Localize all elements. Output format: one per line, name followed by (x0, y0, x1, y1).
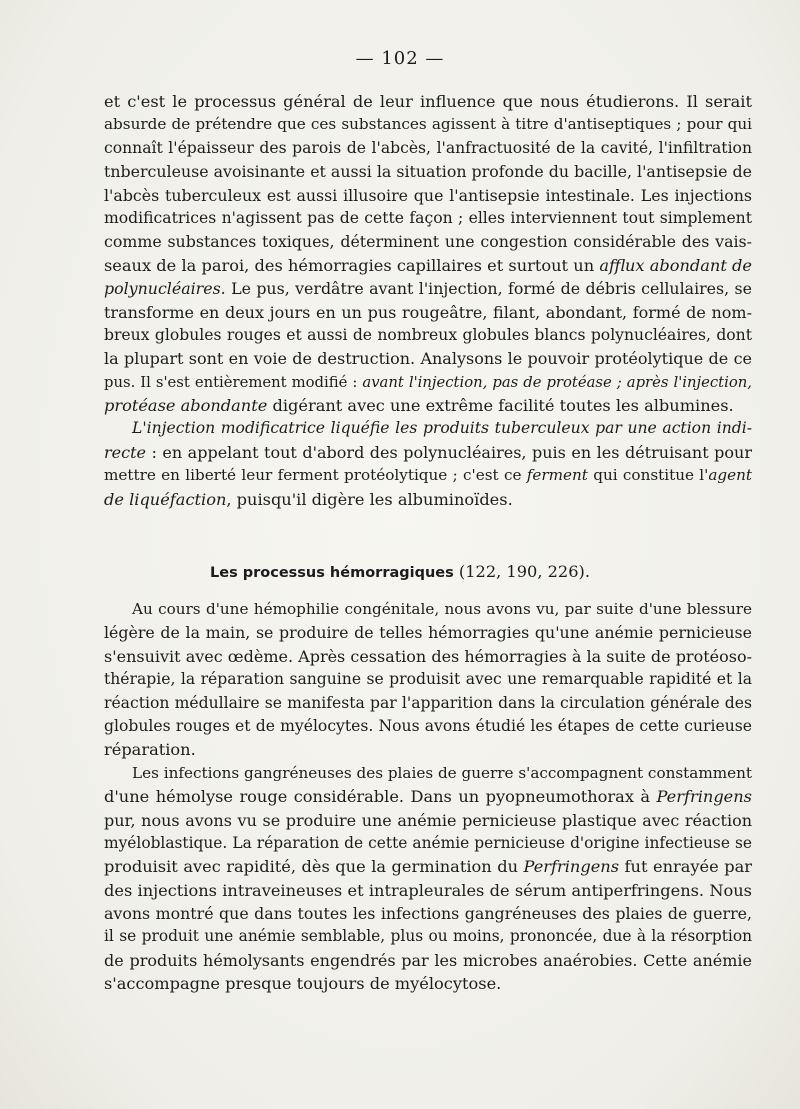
text-span: qui constitue l' (587, 466, 709, 485)
paragraph-4 (104, 762, 752, 996)
text-line: il se produit une anémie semblable, plus ou moins, prononcée, due à la résorption (104, 927, 752, 946)
text-span: pus. Il s'est entièrement modifié : (104, 373, 363, 391)
text-line: transforme en deux jours en un pus rougeâtre, filant, abondant, formé de nom- (104, 302, 752, 322)
text-line: s'accompagne presque toujours de myélocytose. (104, 974, 502, 994)
text-line: l'abcès tuberculeux est aussi illusoire que l'antisepsie intestinale. Les injections (104, 185, 752, 205)
text-line (104, 371, 752, 394)
text-line: Au cours d'une hémophilie congénitale, nous avons vu, par suite d'une blessure (132, 600, 752, 618)
text-span: , puisqu'il digère les albuminoïdes. (226, 489, 513, 509)
text-line (104, 464, 752, 487)
text-line: Les infections gangréneuses des plaies de guerre s'accompagnent constamment (132, 763, 752, 782)
paragraph-1 (104, 90, 752, 417)
text-line: réaction médullaire se manifesta par l'apparition dans la circulation générale des (104, 693, 752, 712)
text-line: avons montré que dans toutes les infections gangréneuses des plaies de guerre, (104, 904, 752, 924)
text-line: L'injection modificatrice liquéfie les produits tuberculeux par une action indi- (132, 419, 752, 438)
italic-span: polynucléaires. (104, 279, 226, 299)
text-line (104, 277, 752, 300)
italic-span: de liquéfaction (104, 489, 227, 509)
italic-span: avant l'injection, pas de protéase ; après l'injection, (362, 373, 752, 391)
text-line: réparation. (104, 740, 196, 760)
text-line (104, 394, 752, 417)
text-span: : en appelant tout d'abord des polynucléaires, puis en les détruisant pour (145, 442, 752, 462)
text-span: produisit avec rapidité, dès que la germination du (104, 857, 524, 877)
text-span: digérant avec une extrême facilité toutes les albumines. (267, 396, 734, 416)
text-line: la plupart sont en voie de destruction. Analysons le pouvoir protéolytique de ce (104, 349, 752, 369)
section-heading-title: Les processus hémorragiques (210, 565, 454, 581)
paragraph-3 (104, 598, 752, 762)
section-heading (0, 562, 800, 581)
text-line: comme substances toxiques, déterminent une congestion considérable des vais- (104, 232, 752, 252)
text-span: d'une hémolyse rouge considérable. Dans un pyopneumothorax à (104, 787, 657, 807)
text-line (104, 488, 752, 511)
text-line (104, 855, 752, 878)
text-line: connaît l'épaisseur des parois de l'abcès, l'anfractuosité de la cavité, l'infiltration (104, 138, 752, 157)
text-line (104, 785, 752, 808)
text-span: mettre en liberté leur ferment protéolytique ; c'est ce (104, 466, 527, 485)
text-block-top (104, 90, 752, 511)
text-line: et c'est le processus général de leur influence que nous étudierons. Il serait (104, 92, 752, 111)
text-span: Le pus, verdâtre avant l'injection, formé de débris cellulaires, se (225, 279, 752, 299)
italic-span: ferment (526, 466, 588, 485)
text-line: myéloblastique. La réparation de cette anémie pernicieuse d'origine infectieuse se (104, 833, 752, 852)
italic-span: afflux abondant de (599, 255, 752, 275)
text-line: modificatrices n'agissent pas de cette façon ; elles interviennent tout simplement (104, 208, 752, 227)
italic-span: recte (104, 442, 146, 462)
text-line: de produits hémolysants engendrés par les microbes anaérobies. Cette anémie (104, 950, 752, 970)
text-span: seaux de la paroi, des hémorragies capillaires et surtout un (104, 255, 600, 275)
text-line: pur, nous avons vu se produire une anémie pernicieuse plastique avec réaction (104, 810, 752, 830)
italic-span: Perfringens (656, 787, 752, 807)
paragraph-2 (104, 417, 752, 511)
text-line: tnberculeuse avoisinante et aussi la situation profonde du bacille, l'antisepsie de (104, 162, 752, 182)
text-line: des injections intraveineuses et intrapleurales de sérum antiperfringens. Nous (104, 880, 752, 900)
italic-span: Perfringens (523, 857, 620, 877)
text-line (104, 254, 752, 277)
section-heading-refs: (122, 190, 226). (453, 562, 590, 581)
text-line: globules rouges et de myélocytes. Nous avons étudié les étapes de cette curieuse (104, 716, 752, 735)
text-line: s'ensuivit avec œdème. Après cessation des hémorragies à la suite de protéoso- (104, 646, 752, 666)
page-number: — 102 — (355, 48, 445, 69)
text-span: fut enrayée par (619, 857, 752, 877)
text-line: légère de la main, se produire de telles hémorragies qu'une anémie pernicieuse (104, 623, 752, 643)
text-block-bottom (104, 598, 752, 996)
text-line: absurde de prétendre que ces substances agissent à titre d'antiseptiques ; pour qui (104, 115, 752, 134)
text-line (104, 441, 752, 464)
text-line: breux globules rouges et aussi de nombreux globules blancs polynucléaires, dont (104, 325, 752, 344)
italic-span: agent (708, 466, 753, 485)
text-line: thérapie, la réparation sanguine se produisit avec une remarquable rapidité et la (104, 670, 752, 689)
italic-span: protéase abondante (104, 396, 268, 416)
